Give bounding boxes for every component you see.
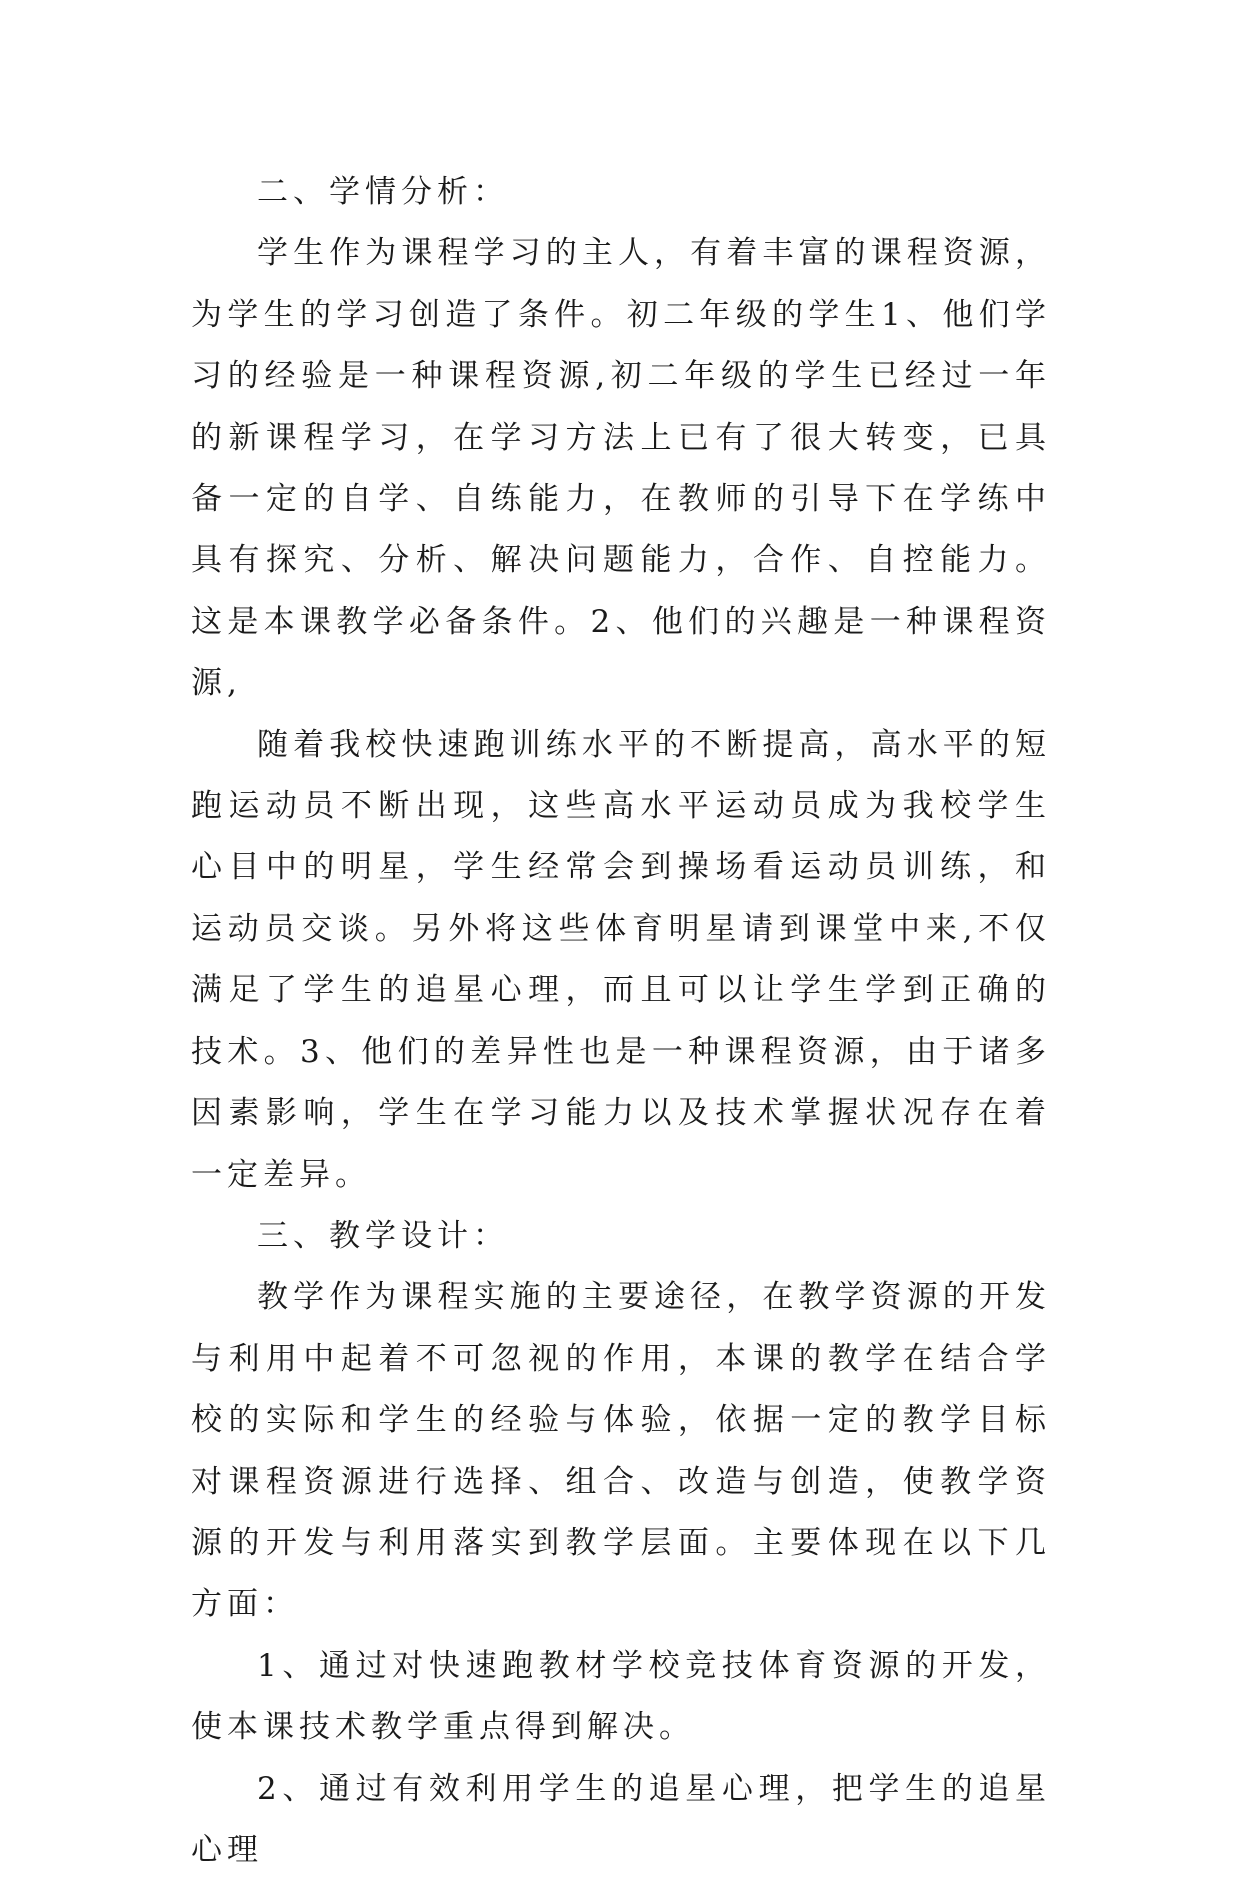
document-body — [191, 162, 1051, 1881]
list-item-2: 2、通过有效利用学生的追星心理，把学生的追星心理 — [191, 1770, 1051, 1868]
paragraph-sprint-training: 随着我校快速跑训练水平的不断提高，高水平的短跑运动员不断出现，这些高水平运动员成为我校学生心目中的明星，学生经常会到操场看运动员训练，和运动员交谈。另外将这些体育明星请到课堂中来,不仅满足了学生的追星心理，而且可以让学生学到正确的技术。3、他们的差异性也是一种课程资源，由于诸多因素影响，学生在学习能力以及技术掌握状况存在着一定差异。 — [191, 726, 1051, 1193]
paragraph-student-resources: 学生作为课程学习的主人，有着丰富的课程资源，为学生的学习创造了条件。初二年级的学生1、他们学习的经验是一种课程资源,初二年级的学生已经过一年的新课程学习，在学习方法上已有了很大转变，已具备一定的自学、自练能力，在教师的引导下在学练中具有探究、分析、解决问题能力，合作、自控能力。这是本课教学必备条件。2、他们的兴趣是一种课程资源, — [191, 235, 1051, 702]
paragraph-teaching-approach: 教学作为课程实施的主要途径，在教学资源的开发与利用中起着不可忽视的作用，本课的教学在结合学校的实际和学生的经验与体验，依据一定的教学目标对课程资源进行选择、组合、改造与创造，使教学资源的开发与利用落实到教学层面。主要体现在以下几方面： — [191, 1279, 1051, 1623]
section-heading-learning-analysis: 二、学情分析： — [257, 174, 509, 210]
section-heading-teaching-design: 三、教学设计： — [257, 1217, 509, 1254]
list-item-1: 1、通过对快速跑教材学校竞技体育资源的开发，使本课技术教学重点得到解决。 — [191, 1647, 1051, 1746]
